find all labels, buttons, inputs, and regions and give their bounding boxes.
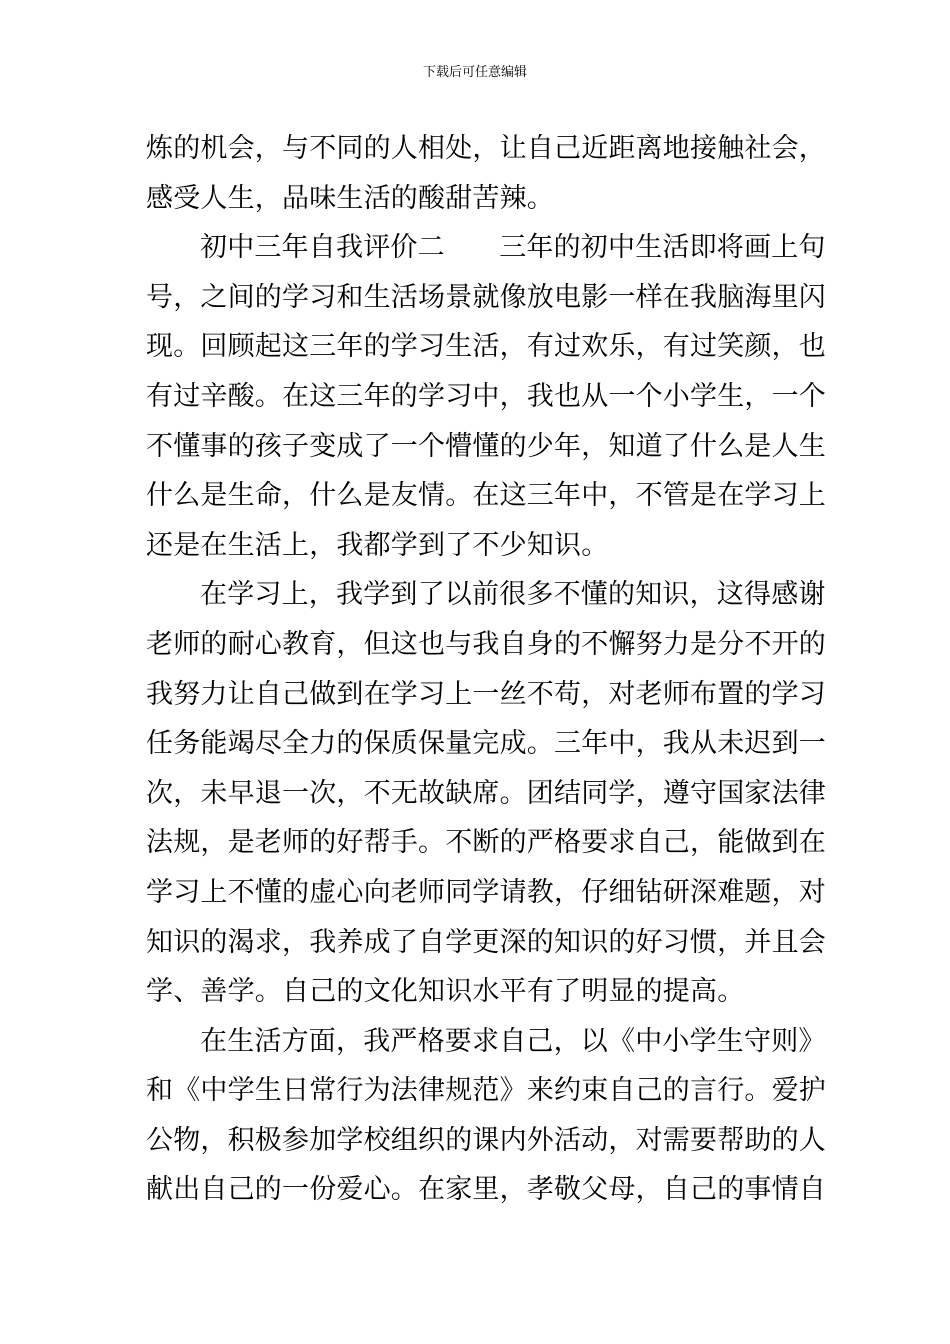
text-line: 现。回顾起这三年的学习生活，有过欢乐，有过笑颜，也 <box>146 331 826 363</box>
text-line: 感受人生，品味生活的酸甜苦辣。 <box>146 182 554 214</box>
text-line: 次，未早退一次，不无故缺席。团结同学，遵守国家法律 <box>146 777 826 809</box>
text-line: 献出自己的一份爱心。在家里，孝敬父母，自己的事情自 <box>146 1174 826 1206</box>
paragraph-first-line: 在学习上，我学到了以前很多不懂的知识，这得感谢 <box>200 579 826 611</box>
document-body <box>146 124 826 1215</box>
text-line: 有过辛酸。在这三年的学习中，我也从一个小学生，一个 <box>146 380 826 412</box>
text-line: 公物，积极参加学校组织的课内外活动，对需要帮助的人 <box>146 1124 826 1156</box>
text-line: 法规，是老师的好帮手。不断的严格要求自己，能做到在 <box>146 827 826 859</box>
text-line: 任务能竭尽全力的保质保量完成。三年中，我从未迟到一 <box>146 728 826 760</box>
text-line: 老师的耐心教育，但这也与我自身的不懈努力是分不开的 <box>146 628 826 660</box>
paragraph-first-line: 在生活方面，我严格要求自己，以《中小学生守则》 <box>200 1025 826 1057</box>
text-line: 我努力让自己做到在学习上一丝不苟，对老师布置的学习 <box>146 678 826 710</box>
text-line: 和《中学生日常行为法律规范》来约束自己的言行。爱护 <box>146 1075 826 1107</box>
text-line: 什么是生命，什么是友情。在这三年中，不管是在学习上 <box>146 480 826 512</box>
text-line: 还是在生活上，我都学到了不少知识。 <box>146 529 609 561</box>
text-line: 不懂事的孩子变成了一个懵懂的少年，知道了什么是人生 <box>146 430 826 462</box>
text-line: 学、善学。自己的文化知识水平有了明显的提高。 <box>146 976 745 1008</box>
text-line: 炼的机会，与不同的人相处，让自己近距离地接触社会， <box>146 133 826 164</box>
text-line: 号，之间的学习和生活场景就像放电影一样在我脑海里闪 <box>146 281 826 313</box>
page-header: 下载后可任意编辑 <box>422 65 527 80</box>
text-line: 知识的渴求，我养成了自学更深的知识的好习惯，并且会 <box>146 926 826 958</box>
text-line: 学习上不懂的虚心向老师同学请教，仔细钻研深难题，对 <box>146 876 826 908</box>
paragraph-first-line: 初中三年自我评价二 三年的初中生活即将画上句 <box>200 232 826 264</box>
